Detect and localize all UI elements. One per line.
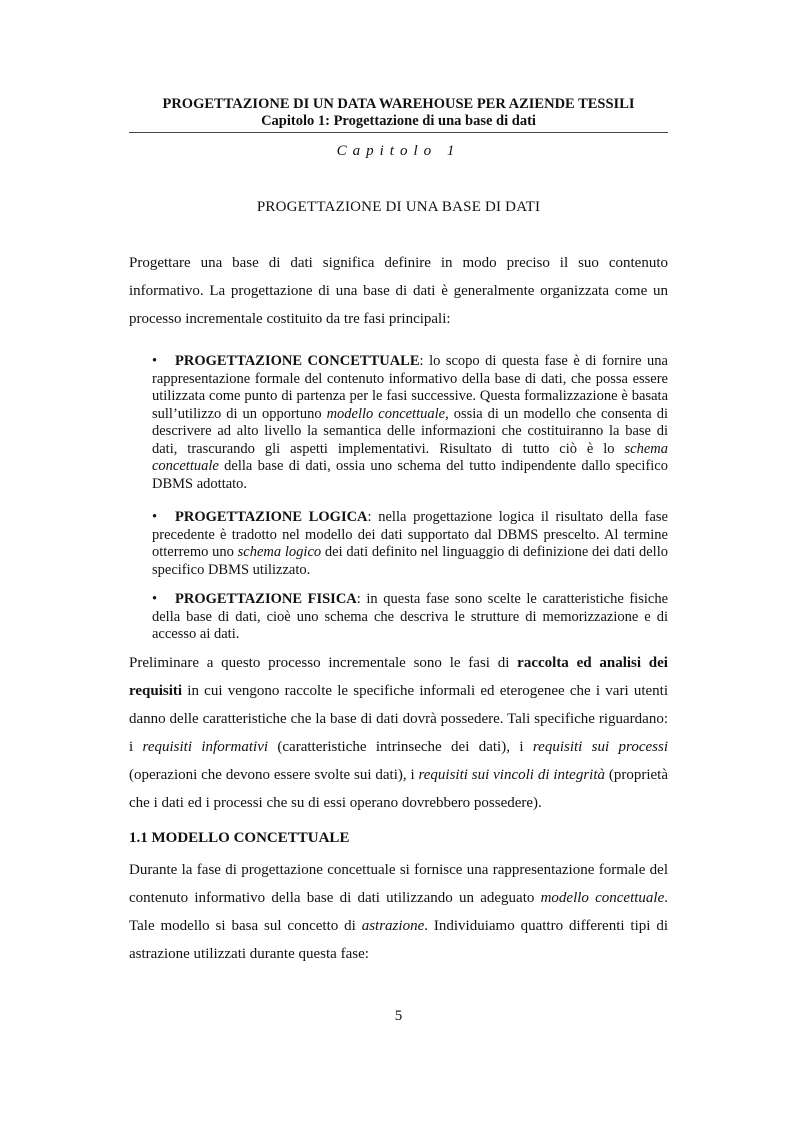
- paragraph-emphasis: requisiti informativi: [142, 739, 269, 755]
- phase-text: : in questa fase sono scelte le caratteristiche fisiche della base di dati, cioè uno schema che descriva le strutture di memorizzazione e di accesso ai dati.: [152, 591, 669, 642]
- list-item-logical: [152, 509, 668, 579]
- paragraph-text: . Tale modello si basa sul concetto di: [129, 890, 668, 934]
- paragraph-emphasis: requisiti sui vincoli di integrità: [418, 767, 605, 783]
- paragraph-text: in cui vengono raccolte le specifiche informali ed eterogenee che i vari utenti danno delle caratteristiche che la base di dati dovrà possedere. Tali specifiche riguardano: i: [129, 683, 668, 755]
- paragraph-text: (operazioni che devono essere svolte sui dati), i: [129, 767, 419, 783]
- paragraph-bold: raccolta ed analisi dei requisiti: [129, 655, 668, 699]
- phase-text: della base di dati, ossia uno schema del tutto indipendente dallo specifico DBMS adottato.: [152, 458, 668, 492]
- paragraph-emphasis: modello concettuale: [540, 890, 665, 906]
- list-item-physical: [152, 591, 668, 644]
- running-header: [129, 96, 668, 130]
- header-title: PROGETTAZIONE DI UN DATA WAREHOUSE PER AZIENDE TESSILI: [162, 96, 635, 112]
- phase-text: dei dati definito nel linguaggio di definizione dei dati dello specifico DBMS utilizzato.: [152, 544, 668, 578]
- paragraph-text: (proprietà che i dati ed i processi che su di essi operano dovrebbero possedere).: [129, 767, 668, 811]
- phase-term: PROGETTAZIONE LOGICA: [175, 509, 368, 525]
- requirements-paragraph: [129, 649, 668, 817]
- chapter-label: Capitolo 1: [336, 143, 461, 159]
- bullet-icon: •: [152, 509, 158, 525]
- paragraph-text: (caratteristiche intrinseche dei dati), i: [268, 739, 533, 755]
- section-heading: 1.1 MODELLO CONCETTUALE: [129, 830, 350, 846]
- chapter-title: PROGETTAZIONE DI UNA BASE DI DATI: [256, 199, 541, 215]
- paragraph-text: . Individuiamo quattro differenti tipi di astrazione utilizzati durante questa fase:: [129, 918, 669, 962]
- paragraph-emphasis: requisiti sui processi: [532, 739, 668, 755]
- phase-text: , ossia di un modello che consenta di descrivere ad alto livello la semantica delle informazioni che costituiranno la base di dati, trascurando gli aspetti implementativi. Risultato di tutto ciò è lo: [152, 405, 668, 457]
- page-number: 5: [394, 1008, 403, 1024]
- phase-term: PROGETTAZIONE FISICA: [175, 591, 357, 607]
- phase-emphasis: schema concettuale: [152, 440, 668, 474]
- bullet-icon: •: [152, 353, 158, 369]
- phase-term: PROGETTAZIONE CONCETTUALE: [175, 353, 420, 369]
- header-subtitle: Capitolo 1: Progettazione di una base di dati: [261, 113, 536, 129]
- paragraph-emphasis: astrazione: [361, 918, 425, 934]
- list-item-conceptual: [152, 353, 668, 493]
- header-rule: [129, 132, 668, 133]
- paragraph-text: Preliminare a questo processo incrementale sono le fasi di: [129, 655, 518, 671]
- phase-emphasis: modello concettuale: [326, 405, 446, 422]
- paragraph-text: Durante la fase di progettazione concettuale si fornisce una rappresentazione formale del contenuto informativo della base di dati utilizzando un adeguato: [129, 862, 668, 906]
- intro-paragraph: Progettare una base di dati significa definire in modo preciso il suo contenuto informativo. La progettazione di una base di dati è generalmente organizzata come un processo incrementale costituito da tre fasi principali:: [129, 255, 668, 327]
- phase-text: : lo scopo di questa fase è di fornire una rappresentazione formale del contenuto informativo della base di dati, che possa essere utilizzata come punto di partenza per le fasi successive. Questa formalizzazione è basata sull’utilizzo di un opportuno: [152, 353, 668, 422]
- bullet-icon: •: [152, 591, 158, 607]
- section-paragraph: [129, 856, 668, 968]
- phase-text: : nella progettazione logica il risultato della fase precedente è tradotto nel modello dei dati supportato dal DBMS prescelto. Al termine otterremo uno: [152, 509, 668, 560]
- phase-emphasis: schema logico: [237, 544, 322, 560]
